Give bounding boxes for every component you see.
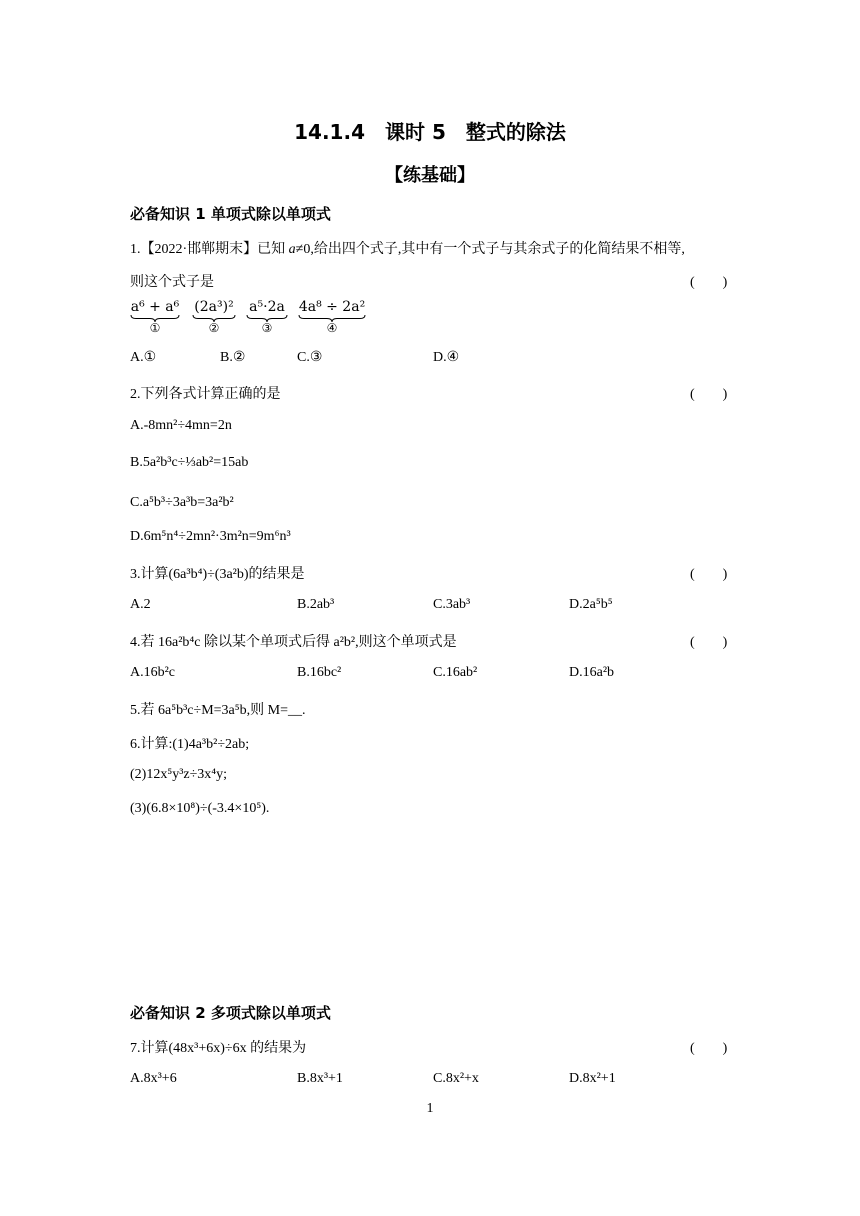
q4-answer-bracket: ( ) [690, 635, 728, 650]
q7-stem: 7.计算(48x³+6x)÷6x 的结果为 [130, 1041, 307, 1056]
q3-option-d: D.2a⁵b⁵ [569, 597, 613, 612]
q3-option-b: B.2ab³ [297, 597, 335, 612]
q7-option-a: A.8x³+6 [130, 1071, 177, 1086]
q1-stem: 1.【2022·邯郸期末】已知 a≠0,给出四个式子,其中有一个式子与其余式子的化简结果不相等, [130, 242, 685, 257]
q4-option-c: C.16ab² [433, 665, 478, 680]
q1-answer-bracket: ( ) [690, 275, 728, 290]
q4-option-a: A.16b²c [130, 665, 176, 680]
q3-stem: 3.计算(6a³b⁴)÷(3a²b)的结果是 [130, 567, 305, 582]
q4-option-d: D.16a²b [569, 665, 615, 680]
page-title: 14.1.4 课时 5 整式的除法 [294, 120, 566, 144]
q4-stem: 4.若 16a²b⁴c 除以某个单项式后得 a²b²,则这个单项式是 [130, 635, 457, 650]
q2-option-c: C.a⁵b³÷3a³b=3a²b² [130, 495, 234, 510]
q1-option-d: D.④ [433, 350, 460, 365]
q1-expression-3: a⁵·2a ③ [246, 299, 288, 334]
section-heading-2: 必备知识 2 多项式除以单项式 [130, 1004, 331, 1022]
practice-heading: 【练基础】 [385, 165, 475, 186]
q3-answer-bracket: ( ) [690, 567, 728, 582]
q1-expression-1: a⁶ + a⁶ ① [130, 299, 180, 335]
q1-option-a: A.① [130, 350, 157, 365]
q6-part-1: 6.计算:(1)4a³b²÷2ab; [130, 737, 250, 752]
q7-option-c: C.8x²+x [433, 1071, 479, 1086]
section-heading-1: 必备知识 1 单项式除以单项式 [130, 205, 331, 223]
q1-stem-line2: 则这个式子是 [130, 275, 214, 290]
q3-option-a: A.2 [130, 597, 151, 612]
q1-option-b: B.② [220, 350, 246, 365]
page-number: 1 [426, 1101, 434, 1116]
q2-option-d: D.6m⁵n⁴÷2mn²·3m²n=9m⁶n³ [130, 529, 291, 544]
q5-text: 5.若 6a⁵b³c÷M=3a⁵b,则 M=__. [130, 703, 306, 718]
q7-option-b: B.8x³+1 [297, 1071, 343, 1086]
q3-option-c: C.3ab³ [433, 597, 471, 612]
q7-answer-bracket: ( ) [690, 1041, 728, 1056]
q2-option-b: B.5a²b³c÷⅓ab²=15ab [130, 455, 249, 470]
q1-expression-4: 4a⁸ ÷ 2a² ④ [298, 299, 366, 335]
q6-part-3: (3)(6.8×10⁸)÷(-3.4×10⁵). [130, 801, 270, 816]
q1-expression-2: (2a³)² ② [192, 299, 236, 334]
q2-answer-bracket: ( ) [690, 387, 728, 402]
q2-stem: 2.下列各式计算正确的是 [130, 387, 281, 402]
q4-option-b: B.16bc² [297, 665, 342, 680]
q6-part-2: (2)12x⁵y³z÷3x⁴y; [130, 767, 228, 782]
q7-option-d: D.8x²+1 [569, 1071, 616, 1086]
q1-option-c: C.③ [297, 350, 323, 365]
q2-option-a: A.-8mn²÷4mn=2n [130, 418, 232, 433]
